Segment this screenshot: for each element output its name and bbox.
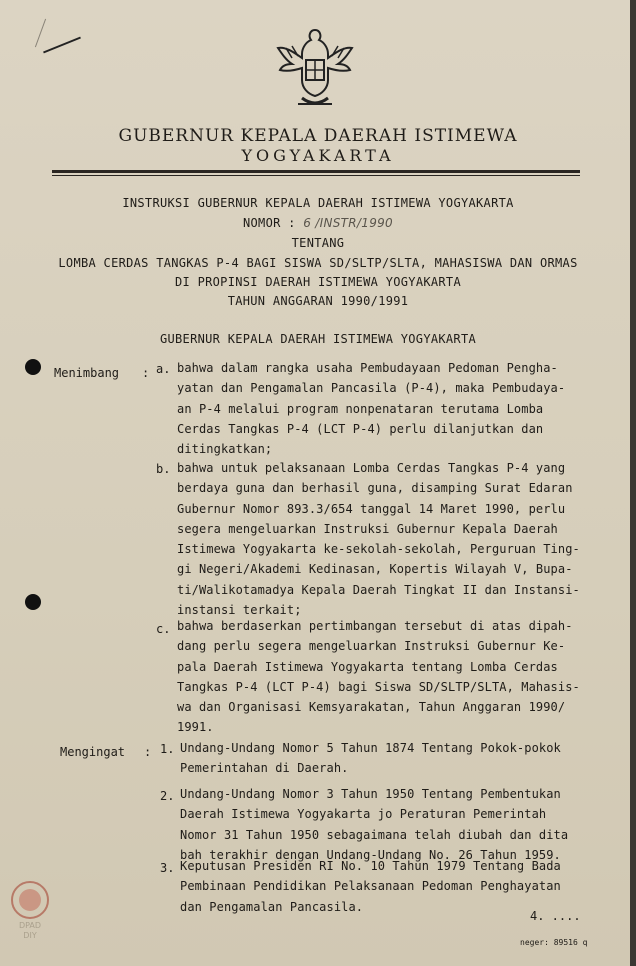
text-line: dan Pengamalan Pancasila. <box>180 899 364 914</box>
menimbang-item-b <box>177 458 597 620</box>
menimbang-label: Menimbang <box>54 366 120 380</box>
archive-stamp-logo <box>6 878 54 940</box>
subject-line-3: TAHUN ANGGARAN 1990/1991 <box>227 294 409 308</box>
item-marker: 3. <box>160 861 175 875</box>
text-line: bah terakhir dengan Undang-Undang No. 26 Tahun 1959. <box>180 847 561 862</box>
text-line: Undang-Undang Nomor 3 Tahun 1950 Tentang Pembentukan <box>180 787 561 801</box>
pencil-mark <box>35 19 46 48</box>
item-marker: b. <box>156 462 171 476</box>
text-line: Istimewa Yogyakarta ke-sekolah-sekolah, Perguruan Ting- <box>177 542 580 557</box>
text-line: bahwa berdaserkan pertimbangan tersebut di atas dipah- <box>177 619 573 633</box>
item-marker: c. <box>156 622 171 636</box>
header-line-2: YOGYAKARTA <box>241 146 395 165</box>
issuer-title: GUBERNUR KEPALA DAERAH ISTIMEWA YOGYAKARTA <box>159 332 477 346</box>
svg-text:DPAD: DPAD <box>18 921 42 930</box>
item-marker: a. <box>156 362 171 376</box>
header-rule-thick <box>52 170 580 173</box>
text-line: bahwa untuk pelaksanaan Lomba Cerdas Tangkas P-4 yang <box>177 461 566 475</box>
text-line: yatan dan Pengamalan Pancasila (P-4), maka Pembudaya- <box>177 381 566 396</box>
text-line: pala Daerah Istimewa Yogyakarta tentang Lomba Cerdas <box>177 659 558 674</box>
text-line: Tangkas P-4 (LCT P-4) bagi Siswa SD/SLTP/SLTA, Mahasis- <box>177 679 580 694</box>
garuda-emblem-icon <box>272 24 358 114</box>
footer-code: neger: 89516 q <box>520 938 588 947</box>
text-line: Keputusan Presiden RI No. 10 Tahun 1979 Tentang Bada <box>180 859 561 873</box>
text-line: Cerdas Tangkas P-4 (LCT P-4) perlu dilanjutkan dan <box>177 421 544 436</box>
text-line: berdaya guna dan berhasil guna, disamping Surat Edaran <box>177 481 573 496</box>
text-line: ditingkatkan; <box>177 442 273 457</box>
mengingat-label: Mengingat <box>60 745 126 759</box>
text-line: 1991. <box>177 720 214 735</box>
text-line: instansi terkait; <box>177 603 302 618</box>
mengingat-item-1 <box>180 738 600 779</box>
subject-line-2: DI PROPINSI DAERAH ISTIMEWA YOGYAKARTA <box>175 275 461 289</box>
text-line: Daerah Istimewa Yogyakarta jo Peraturan Pemerintah <box>180 807 547 822</box>
item-marker: 2. <box>160 789 175 803</box>
text-line: Pembinaan Pendidikan Pelaksanaan Pedoman Penghayatan <box>180 879 561 894</box>
check-mark <box>43 37 81 54</box>
text-line: Gubernur Nomor 893.3/654 tanggal 14 Maret 1990, perlu <box>177 501 566 516</box>
svg-text:DIY: DIY <box>23 931 37 940</box>
text-line: gi Negeri/Akademi Kedinasan, Kopertis Wilayah V, Bupa- <box>177 562 573 577</box>
mengingat-item-3 <box>180 856 600 917</box>
tentang-label: TENTANG <box>291 236 345 250</box>
menimbang-colon: : <box>142 366 150 380</box>
subject-line-1: LOMBA CERDAS TANGKAS P-4 BAGI SISWA SD/SLTP/SLTA, MAHASISWA DAN ORMAS <box>58 256 578 270</box>
nomor-label: NOMOR : <box>243 216 296 230</box>
punch-hole <box>25 359 41 375</box>
punch-hole <box>25 594 41 610</box>
text-line: Undang-Undang Nomor 5 Tahun 1874 Tentang Pokok-pokok <box>180 741 561 755</box>
header-line-1: GUBERNUR KEPALA DAERAH ISTIMEWA <box>118 126 518 146</box>
text-line: bahwa dalam rangka usaha Pembudayaan Pedoman Pengha- <box>177 361 558 375</box>
mengingat-item-2 <box>180 784 600 865</box>
text-line: wa dan Organisasi Kemsyarakatan, Tahun Anggaran 1990/ <box>177 700 566 715</box>
nomor-line <box>0 216 636 230</box>
text-line: ti/Walikotamadya Kepala Daerah Tingkat II dan Instansi- <box>177 582 580 597</box>
instruksi-title: INSTRUKSI GUBERNUR KEPALA DAERAH ISTIMEWA YOGYAKARTA <box>122 196 514 210</box>
text-line: Nomor 31 Tahun 1950 sebagaimana telah diubah dan dita <box>180 827 569 842</box>
text-line: dang perlu segera mengeluarkan Instruksi Gubernur Ke- <box>177 639 566 654</box>
page-continuation: 4. .... <box>530 909 581 923</box>
menimbang-item-a <box>177 358 597 459</box>
nomor-value: 6 /INSTR/1990 <box>303 216 393 230</box>
text-line: segera mengeluarkan Instruksi Gubernur Kepala Daerah <box>177 521 558 536</box>
header-rule-thin <box>52 175 580 176</box>
mengingat-colon: : <box>144 745 152 759</box>
text-line: Pemerintahan di Daerah. <box>180 761 349 776</box>
item-marker: 1. <box>160 742 175 756</box>
text-line: an P-4 melalui program nonpenataran terutama Lomba <box>177 401 544 416</box>
menimbang-item-c <box>177 616 597 738</box>
